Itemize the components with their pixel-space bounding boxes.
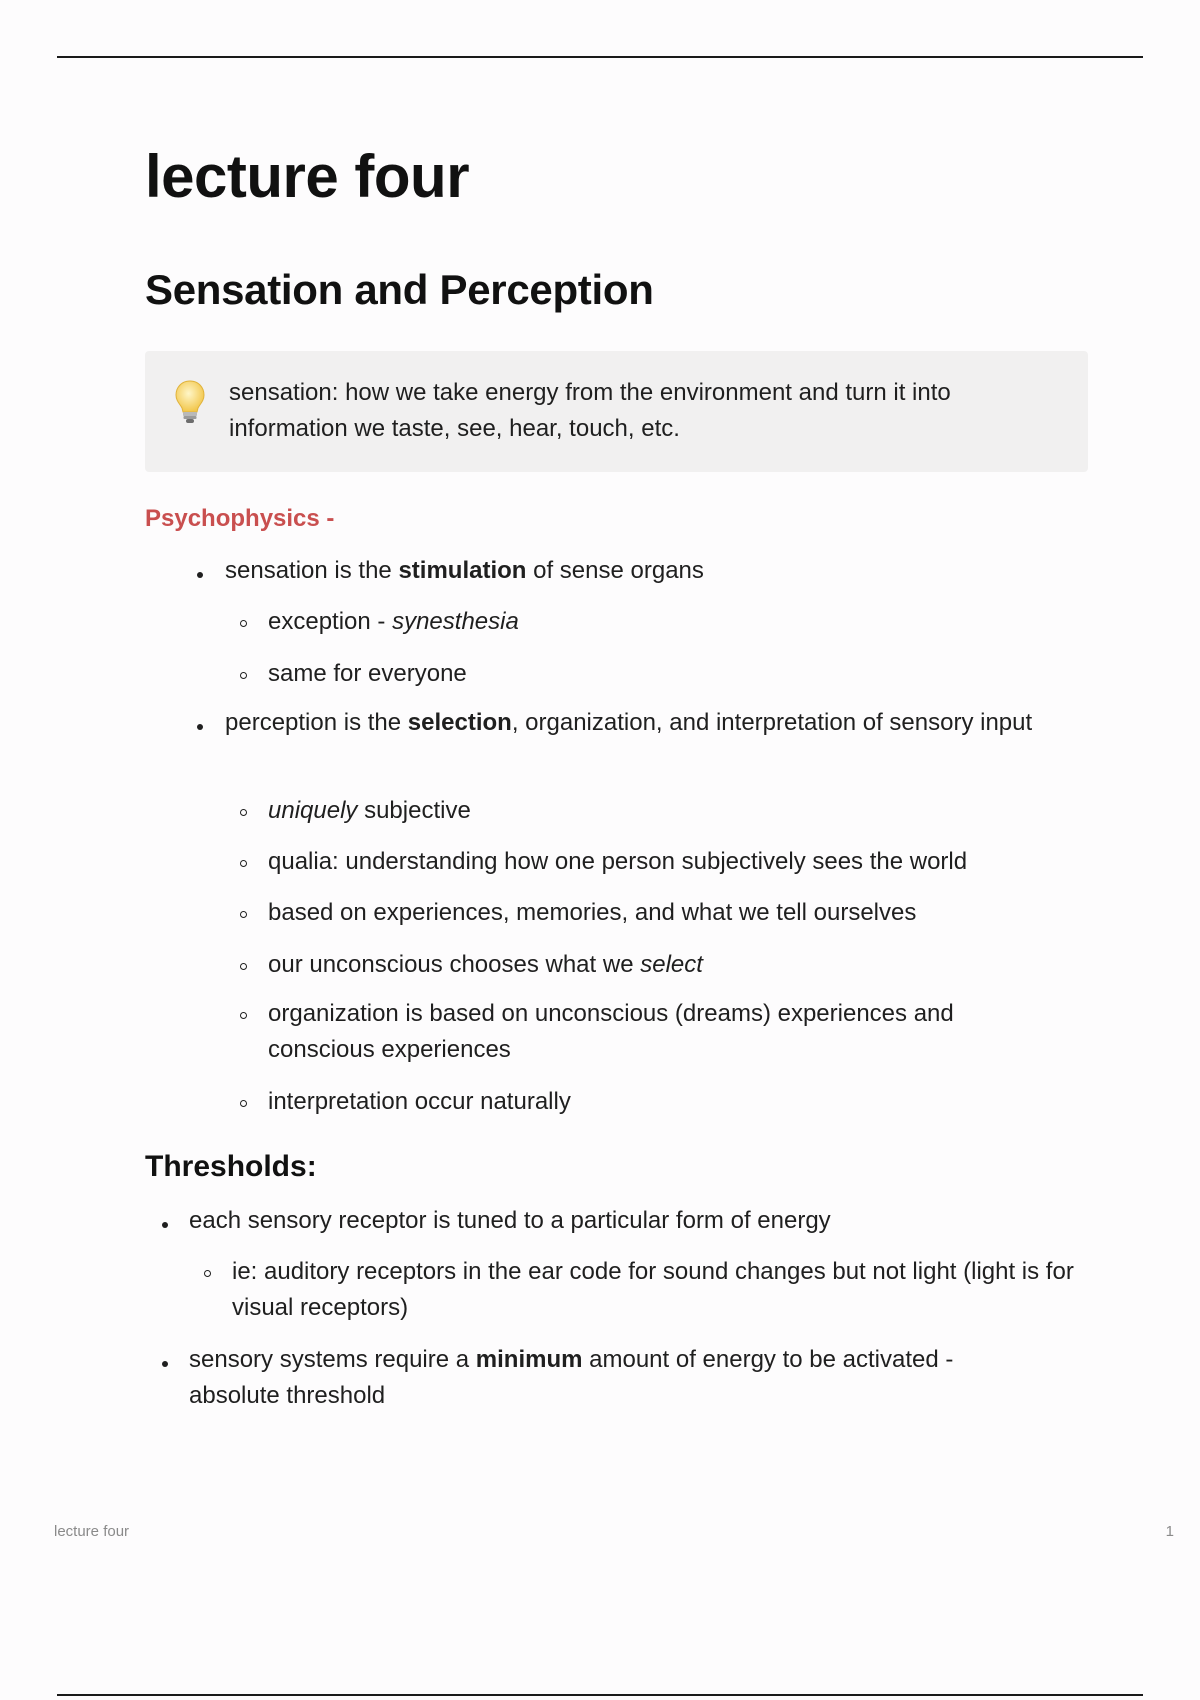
circle-bullet-icon [240, 911, 247, 918]
list-item-italic: uniquely [268, 797, 358, 824]
list-item-text: ie: auditory receptors in the ear code for sound changes but not light (light is for visual receptors) [232, 1258, 1074, 1321]
list-item-bold: stimulation [398, 557, 527, 584]
list-item [268, 604, 1088, 640]
list-item-italic: select [640, 951, 703, 978]
list-item [268, 996, 1058, 1068]
list-item-text: our unconscious chooses what we [268, 951, 641, 978]
list-item [232, 1254, 1090, 1326]
circle-bullet-icon [240, 1012, 247, 1019]
top-rule [57, 56, 1143, 58]
list-item-italic: synesthesia [392, 608, 519, 635]
list-item [189, 1342, 1049, 1414]
list-item-text: , organization, and interpretation of sensory input [511, 709, 1033, 736]
bullet-icon [197, 724, 203, 730]
list-item-text: exception - [268, 608, 393, 635]
list-item-text: organization is based on unconscious (dreams) experiences and conscious experiences [268, 1000, 954, 1063]
list-item-text: of sense organs [526, 557, 704, 584]
list-item-text: each sensory receptor is tuned to a particular form of energy [189, 1207, 831, 1234]
bullet-icon [162, 1361, 168, 1367]
list-item-bold: minimum [475, 1346, 583, 1373]
bottom-rule [57, 1694, 1143, 1696]
circle-bullet-icon [240, 1100, 247, 1107]
footer-title: lecture four [54, 1523, 130, 1540]
list-item-text: based on experiences, memories, and what we tell ourselves [268, 899, 917, 926]
list-item-text: amount of energy to be activated - absolute threshold [189, 1346, 954, 1409]
circle-bullet-icon [240, 672, 247, 679]
circle-bullet-icon [240, 809, 247, 816]
page-number: 1 [1165, 1523, 1174, 1540]
psychophysics-heading: Psychophysics - [145, 505, 335, 532]
list-item-text: qualia: understanding how one person subjectively sees the world [268, 848, 968, 875]
callout-text: sensation: how we take energy from the environment and turn it into information we taste, see, hear, touch, etc. [229, 379, 951, 442]
list-item [189, 1203, 1069, 1239]
list-item [268, 656, 1088, 692]
list-item-text: sensation is the [225, 557, 399, 584]
section-title: Sensation and Perception [145, 266, 654, 313]
list-item-text: interpretation occur naturally [268, 1088, 571, 1115]
list-item [268, 895, 1088, 931]
list-item [268, 793, 1088, 829]
circle-bullet-icon [240, 963, 247, 970]
list-item [268, 844, 1088, 880]
list-item [268, 947, 1088, 983]
circle-bullet-icon [240, 860, 247, 867]
circle-bullet-icon [204, 1270, 211, 1277]
bullet-icon [197, 572, 203, 578]
list-item [225, 553, 1085, 589]
list-item-text: sensory systems require a [189, 1346, 476, 1373]
page-title: lecture four [145, 143, 470, 210]
callout-box [145, 351, 1088, 472]
list-item [268, 1084, 1088, 1120]
bullet-icon [162, 1222, 168, 1228]
list-item-text: perception is the [225, 709, 408, 736]
thresholds-heading: Thresholds: [145, 1150, 317, 1183]
circle-bullet-icon [240, 620, 247, 627]
list-item-text: subjective [357, 797, 471, 824]
list-item-bold: selection [407, 709, 512, 736]
list-item-text: same for everyone [268, 660, 467, 687]
list-item [225, 705, 1060, 741]
lightbulb-icon [173, 379, 207, 425]
